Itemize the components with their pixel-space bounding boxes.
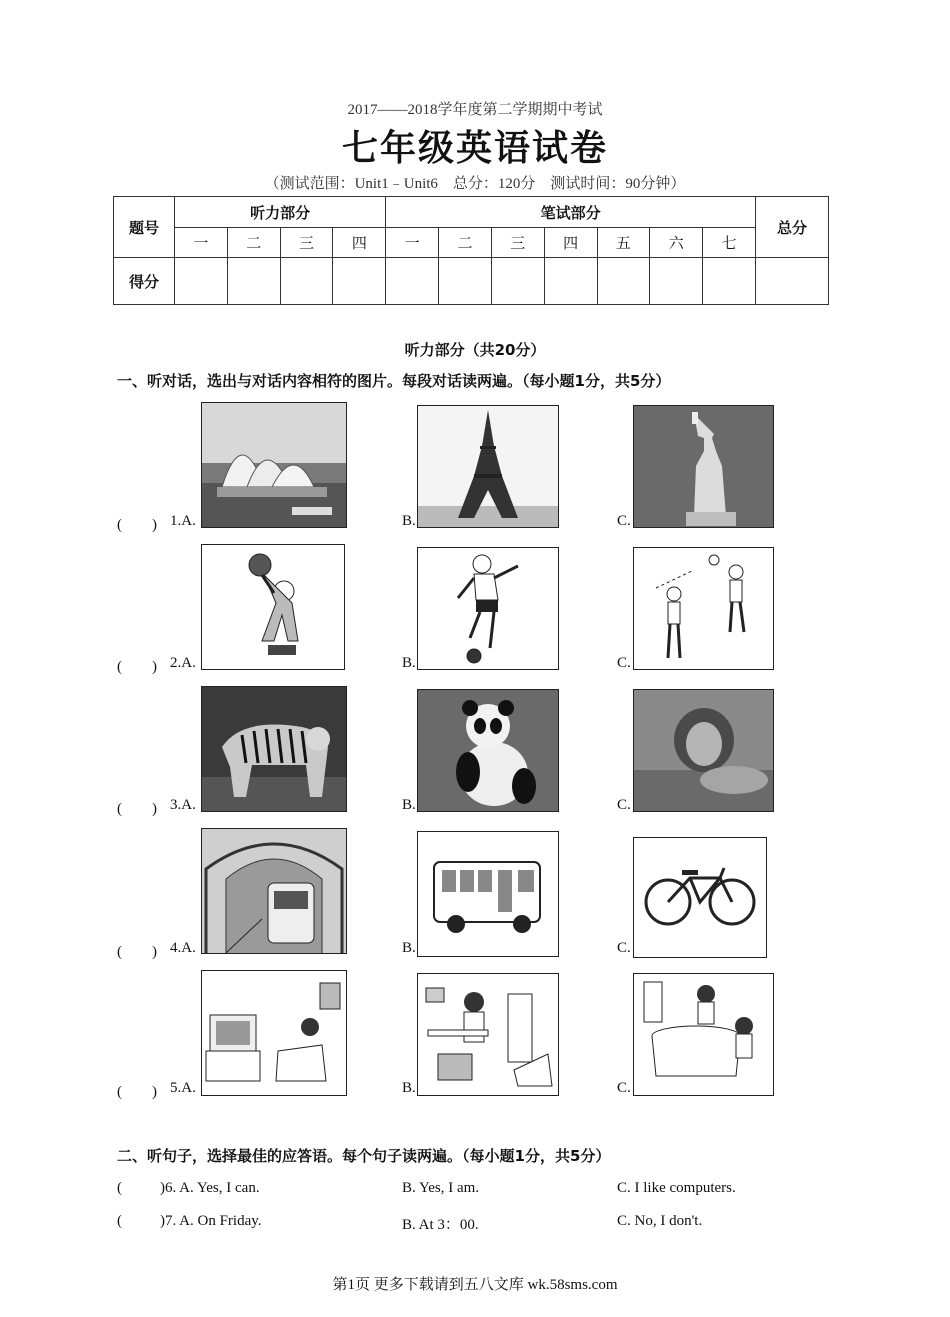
q4-label-a: 4.A. — [170, 940, 196, 956]
group-listening: 听力部分 — [175, 197, 386, 228]
q2-label-b: B. — [402, 655, 416, 671]
part2-heading: 二、听句子，选择最佳的应答语。每个句子读两遍。（每小题1分，共5分） — [117, 1147, 611, 1165]
written-col: 二 — [439, 228, 492, 258]
q1-label-c: C. — [617, 513, 631, 529]
part1-heading: 一、听对话，选出与对话内容相符的图片。每段对话读两遍。（每小题1分，共5分） — [117, 372, 671, 390]
answer-paren[interactable]: ( — [117, 1180, 122, 1196]
written-col: 一 — [386, 228, 439, 258]
listening-col: 二 — [227, 228, 280, 258]
answer-paren[interactable]: ( ) — [117, 1084, 157, 1100]
score-cell[interactable] — [439, 258, 492, 305]
bicycle-icon[interactable] — [633, 837, 767, 958]
statue-of-liberty-icon[interactable] — [633, 405, 774, 528]
q2-label-a: 2.A. — [170, 655, 196, 671]
row-label-score: 得分 — [114, 258, 175, 305]
written-col: 三 — [491, 228, 544, 258]
group-written: 笔试部分 — [386, 197, 756, 228]
q6-option-a[interactable]: )6. A. Yes, I can. — [160, 1180, 260, 1196]
answer-paren[interactable]: ( ) — [117, 517, 157, 533]
score-cell[interactable] — [175, 258, 228, 305]
q5-label-a: 5.A. — [170, 1080, 196, 1096]
q3-label-c: C. — [617, 797, 631, 813]
score-table — [113, 196, 829, 305]
listening-col: 四 — [333, 228, 386, 258]
family-eating-icon[interactable] — [633, 973, 774, 1096]
written-col: 七 — [703, 228, 756, 258]
q3-label-a: 3.A. — [170, 797, 196, 813]
tiger-icon[interactable] — [201, 686, 347, 812]
volleyball-players-icon[interactable] — [633, 547, 774, 670]
score-cell[interactable] — [280, 258, 333, 305]
soccer-player-icon[interactable] — [417, 547, 559, 670]
boy-doing-homework-icon[interactable] — [417, 973, 559, 1096]
answer-paren[interactable]: ( ) — [117, 801, 157, 817]
q1-label-b: B. — [402, 513, 416, 529]
answer-paren[interactable]: ( — [117, 1213, 122, 1229]
q5-label-c: C. — [617, 1080, 631, 1096]
exam-meta: （测试范围：Unit1﹣Unit6 总分：120分 测试时间：90分钟） — [264, 176, 686, 192]
answer-paren[interactable]: ( ) — [117, 944, 157, 960]
score-cell[interactable] — [650, 258, 703, 305]
row-label-question: 题号 — [114, 197, 175, 258]
subway-train-icon[interactable] — [201, 828, 347, 954]
written-col: 六 — [650, 228, 703, 258]
score-cell[interactable] — [333, 258, 386, 305]
eiffel-tower-icon[interactable] — [417, 405, 559, 528]
q1-label-a: 1.A. — [170, 513, 196, 529]
q6-option-c[interactable]: C. I like computers. — [617, 1180, 736, 1196]
score-cell[interactable] — [386, 258, 439, 305]
score-cell[interactable] — [491, 258, 544, 305]
q3-label-b: B. — [402, 797, 416, 813]
score-cell[interactable] — [597, 258, 650, 305]
bus-icon[interactable] — [417, 831, 559, 957]
score-cell[interactable] — [756, 258, 829, 305]
score-cell[interactable] — [544, 258, 597, 305]
q7-option-a[interactable]: )7. A. On Friday. — [160, 1213, 262, 1229]
basketball-player-icon[interactable] — [201, 544, 345, 670]
lion-icon[interactable] — [633, 689, 774, 812]
listening-col: 三 — [280, 228, 333, 258]
q4-label-c: C. — [617, 940, 631, 956]
panda-icon[interactable] — [417, 689, 559, 812]
exam-title: 七年级英语试卷 — [341, 127, 608, 169]
boy-watching-tv-icon[interactable] — [201, 970, 347, 1096]
total-header: 总分 — [756, 197, 829, 258]
listening-heading: 听力部分（共20分） — [404, 341, 546, 359]
written-col: 四 — [544, 228, 597, 258]
opera-house-icon[interactable] — [201, 402, 347, 528]
written-col: 五 — [597, 228, 650, 258]
q6-option-b[interactable]: B. Yes, I am. — [402, 1180, 480, 1196]
score-cell[interactable] — [227, 258, 280, 305]
q5-label-b: B. — [402, 1080, 416, 1096]
q7-option-c[interactable]: C. No, I don't. — [617, 1213, 703, 1229]
score-cell[interactable] — [703, 258, 756, 305]
page-footer: 第1页 更多下载请到五八文库 wk.58sms.com — [332, 1277, 618, 1293]
q2-label-c: C. — [617, 655, 631, 671]
answer-paren[interactable]: ( ) — [117, 659, 157, 675]
q4-label-b: B. — [402, 940, 416, 956]
listening-col: 一 — [175, 228, 228, 258]
q7-option-b[interactable]: B. At 3：00. — [402, 1217, 479, 1233]
exam-subtitle: 2017——2018学年度第二学期期中考试 — [347, 102, 603, 118]
